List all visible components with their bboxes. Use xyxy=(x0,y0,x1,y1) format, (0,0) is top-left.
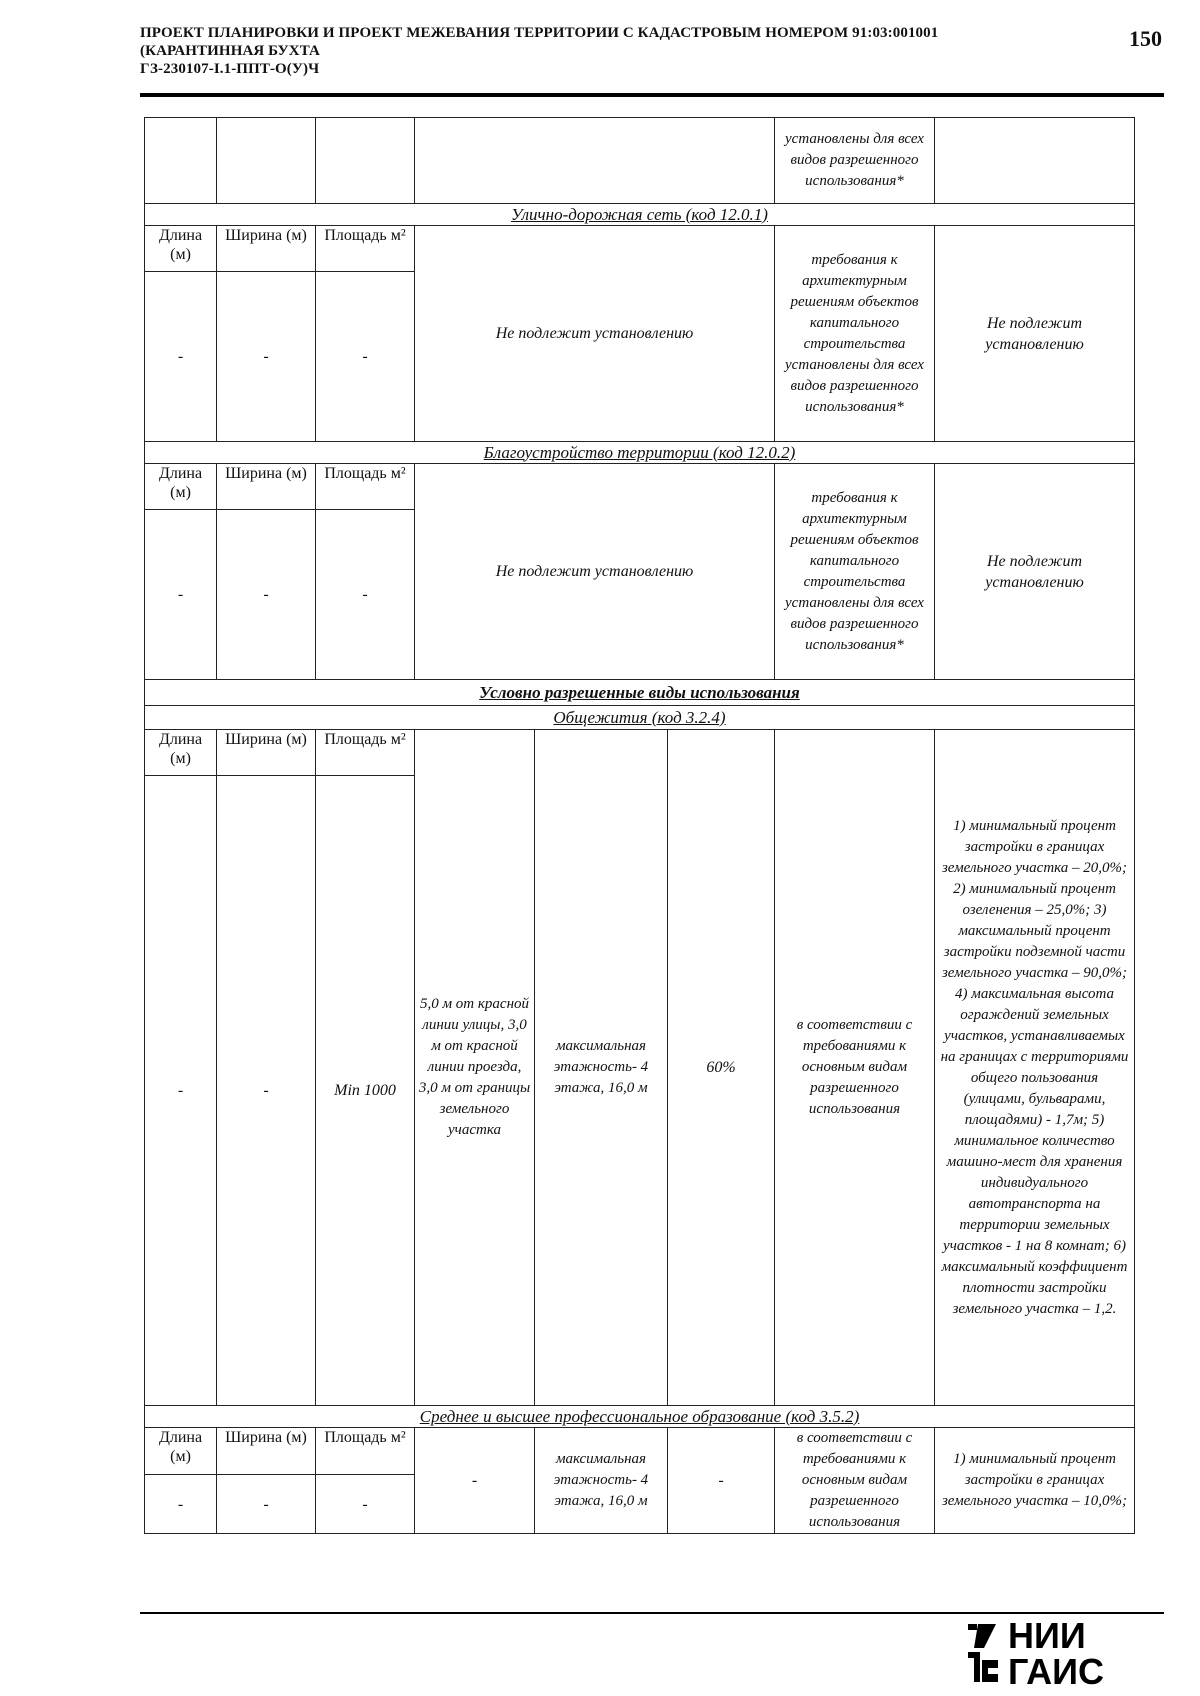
col-width-label: Ширина (м) xyxy=(217,730,316,776)
regulations-table xyxy=(144,117,1135,1534)
niigais-logo xyxy=(968,1618,1158,1690)
table-row xyxy=(145,226,1135,272)
section-title-conditional: Условно разрешенные виды использования xyxy=(145,680,1135,706)
not-set-value: Не подлежит установлению xyxy=(935,464,1135,680)
col-width-label: Ширина (м) xyxy=(217,464,316,510)
not-set-value: Не подлежит установлению xyxy=(415,464,775,680)
dash-value: - xyxy=(145,510,217,680)
dash-value: - xyxy=(316,510,415,680)
col-width-label: Ширина (м) xyxy=(217,226,316,272)
not-set-value: Не подлежит установлению xyxy=(415,226,775,442)
section-title-improvement: Благоустройство территории (код 12.0.2) xyxy=(145,442,1135,464)
hostel-setbacks: 5,0 м от красной линии улицы, 3,0 м от красной линии проезда, 3,0 м от границы земельного участка xyxy=(415,730,535,1406)
col-width-label: Ширина (м) xyxy=(217,1428,316,1475)
dash-value: - xyxy=(316,272,415,442)
logo-text-top: НИИ xyxy=(1008,1618,1086,1656)
header-title-line2: (КАРАНТИННАЯ БУХТА xyxy=(140,43,320,59)
dash-value: - xyxy=(217,272,316,442)
dash-value: - xyxy=(217,1475,316,1534)
education-floors: максимальная этажность- 4 этажа, 16,0 м xyxy=(535,1428,668,1534)
arch-requirement: требования к архитектурным решениям объектов капитального строительства установлены для всех видов разрешенного использования* xyxy=(775,464,935,680)
col-length-label: Длина (м) xyxy=(145,226,217,272)
page-number: 150 xyxy=(1129,26,1162,51)
footer-divider xyxy=(140,1612,1164,1614)
dash-value: - xyxy=(217,510,316,680)
dash-value: - xyxy=(415,1428,535,1534)
arch-requirement-tail: установлены для всех видов разрешенного использования* xyxy=(775,118,935,204)
hostel-coverage: 60% xyxy=(668,730,775,1406)
col-length-label: Длина (м) xyxy=(145,1428,217,1475)
table-row xyxy=(145,118,1135,204)
col-area-label: Площадь м² xyxy=(316,730,415,776)
section-title-road: Улично-дорожная сеть (код 12.0.1) xyxy=(145,204,1135,226)
section-title-education: Среднее и высшее профессиональное образование (код 3.5.2) xyxy=(145,1406,1135,1428)
col-area-label: Площадь м² xyxy=(316,1428,415,1475)
hostel-arch-requirement: в соответствии с требованиями к основным видам разрешенного использования xyxy=(775,730,935,1406)
dash-value: - xyxy=(145,776,217,1406)
dash-value: - xyxy=(145,272,217,442)
table-row xyxy=(145,1428,1135,1475)
hostel-floors: максимальная этажность- 4 этажа, 16,0 м xyxy=(535,730,668,1406)
col-area-label: Площадь м² xyxy=(316,226,415,272)
table-row xyxy=(145,730,1135,776)
logo-text-bottom: ГАИС xyxy=(1008,1651,1105,1690)
col-length-label: Длина (м) xyxy=(145,464,217,510)
dash-value: - xyxy=(668,1428,775,1534)
arch-requirement: требования к архитектурным решениям объектов капитального строительства установлены для всех видов разрешенного использования* xyxy=(775,226,935,442)
header-title-line1: ПРОЕКТ ПЛАНИРОВКИ И ПРОЕКТ МЕЖЕВАНИЯ ТЕРРИТОРИИ С КАДАСТРОВЫМ НОМЕРОМ 91:03:001001 xyxy=(140,25,939,41)
table-row xyxy=(145,464,1135,510)
col-area-label: Площадь м² xyxy=(316,464,415,510)
col-length-label: Длина (м) xyxy=(145,730,217,776)
hostel-other-params: 1) минимальный процент застройки в границах земельного участка – 20,0%; 2) минимальный процент озеленения – 25,0%; 3) максимальный процент застройки подземной части земельного участка – 90,0%; 4) максимальная высота ограждений земельных участков, устанавливаемых на границах с территориями общего пользования (улицами, бульварами, площадями) - 1,7м; 5) минимальное количество машино-мест для хранения индивидуального автотранспорта на территории земельных участков - 1 на 8 комнат; 6) максимальный коэффициент плотности застройки земельного участка – 1,2. xyxy=(935,730,1135,1406)
dash-value: - xyxy=(145,1475,217,1534)
header-divider xyxy=(140,93,1164,97)
not-set-value: Не подлежит установлению xyxy=(935,226,1135,442)
header-doc-code: ГЗ-230107-I.1-ППТ-О(У)Ч xyxy=(140,61,320,77)
document-header xyxy=(140,24,1090,78)
education-arch-requirement: в соответствии с требованиями к основным видам разрешенного использования xyxy=(775,1428,935,1534)
dash-value: - xyxy=(217,776,316,1406)
education-other-params: 1) минимальный процент застройки в границах земельного участка – 10,0%; xyxy=(935,1428,1135,1534)
dash-value: - xyxy=(316,1475,415,1534)
hostel-area-value: Min 1000 xyxy=(316,776,415,1406)
section-title-hostel: Общежития (код 3.2.4) xyxy=(145,706,1135,730)
